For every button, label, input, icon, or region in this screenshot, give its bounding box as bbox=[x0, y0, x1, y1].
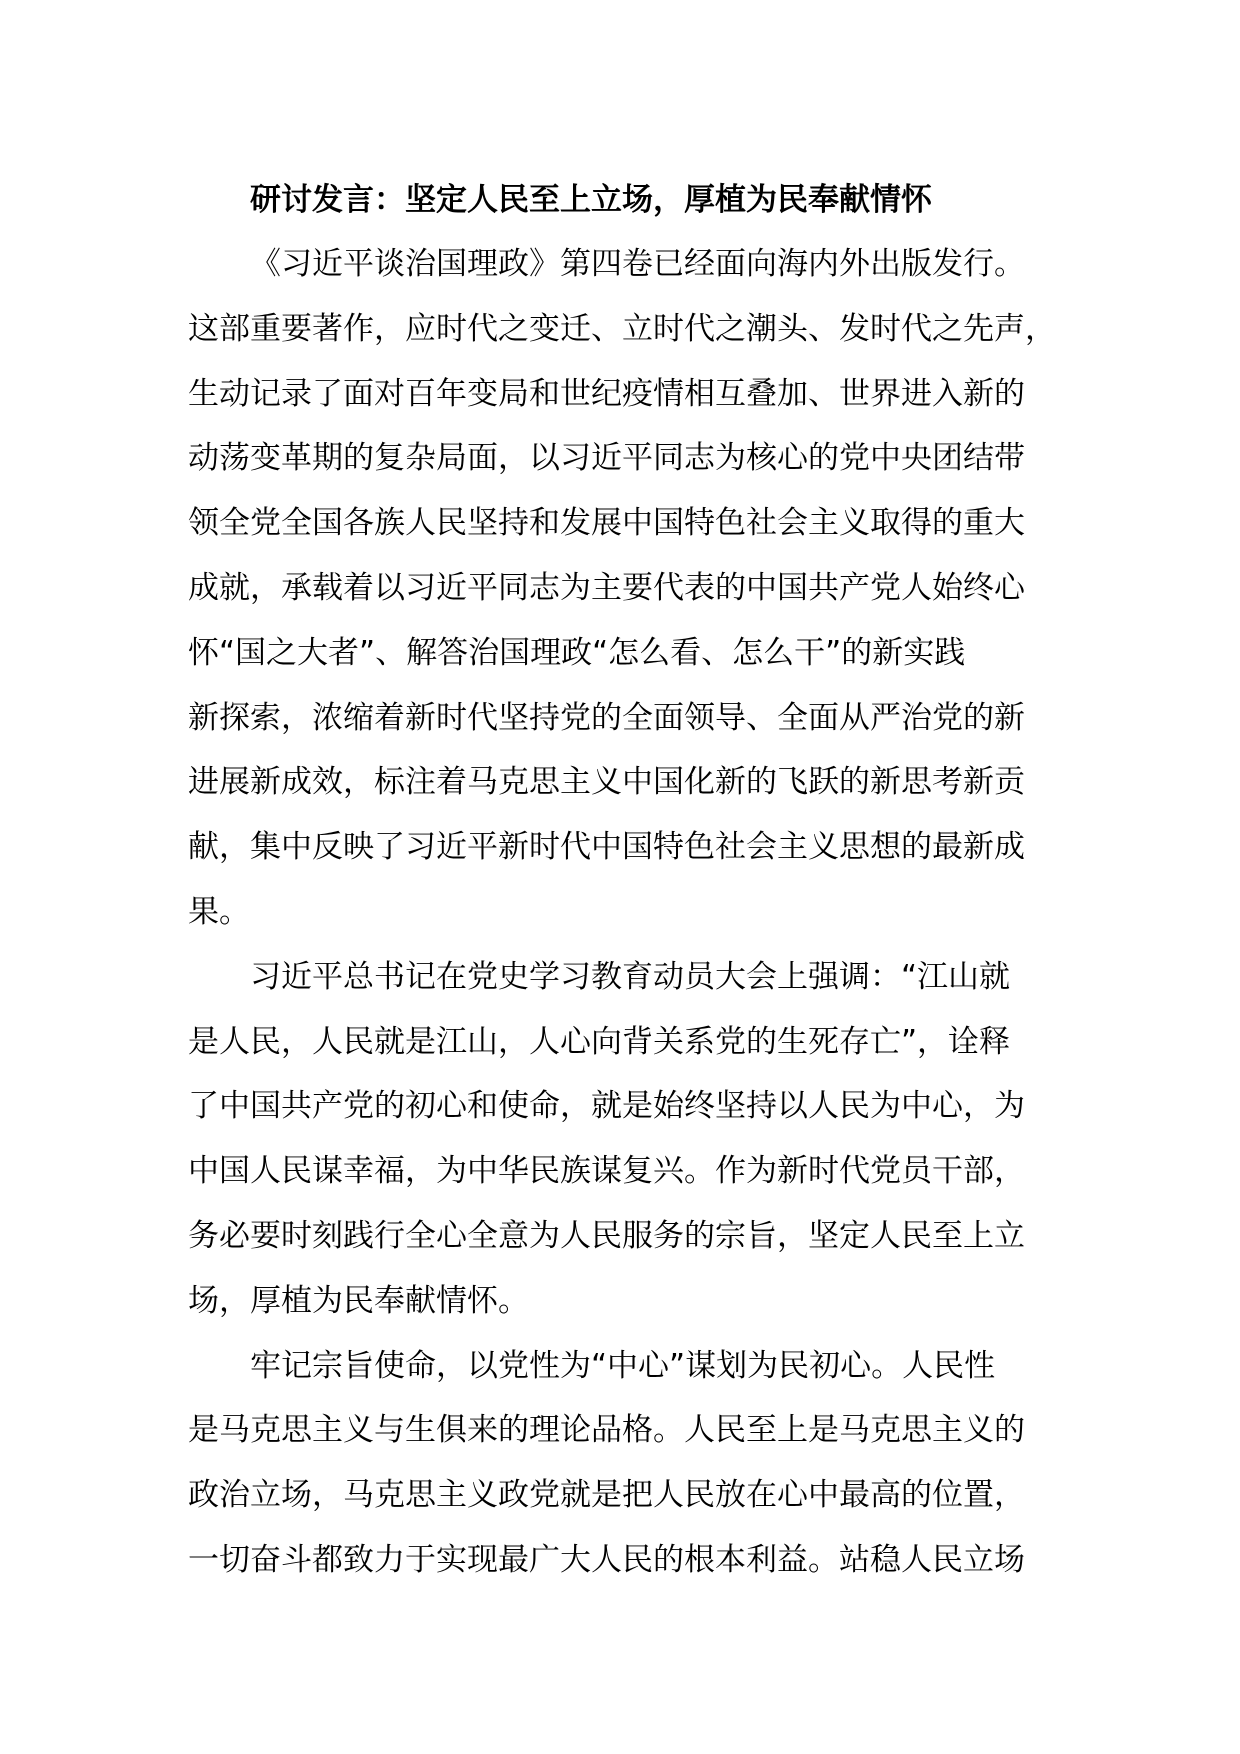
paragraph-line: 怀“国之大者”、解答治国理政“怎么看、怎么干”的新实践 bbox=[188, 634, 966, 671]
paragraph-1 bbox=[188, 232, 1088, 945]
paragraph-line: 是人民，人民就是江山，人心向背关系党的生死存亡”，诠释 bbox=[188, 1023, 1011, 1060]
paragraph-line: 动荡变革期的复杂局面，以习近平同志为核心的党中央团结带 bbox=[188, 440, 1025, 477]
paragraph-3 bbox=[188, 1334, 1088, 1593]
paragraph-line: 生动记录了面对百年变局和世纪疫情相互叠加、世界进入新的 bbox=[188, 375, 1025, 412]
document-page bbox=[188, 168, 1088, 1593]
paragraph-2 bbox=[188, 945, 1088, 1334]
paragraph-line: 这部重要著作，应时代之变迁、立时代之潮头、发时代之先声， bbox=[188, 310, 1056, 347]
paragraph-line: 进展新成效，标注着马克思主义中国化新的飞跃的新思考新贡 bbox=[188, 764, 1025, 801]
paragraph-line: 献，集中反映了习近平新时代中国特色社会主义思想的最新成 bbox=[188, 829, 1025, 866]
paragraph-line: 一切奋斗都致力于实现最广大人民的根本利益。站稳人民立场 bbox=[188, 1541, 1025, 1578]
paragraph-line: 务必要时刻践行全心全意为人民服务的宗旨，坚定人民至上立 bbox=[188, 1217, 1025, 1254]
paragraph-line: 习近平总书记在党史学习教育动员大会上强调：“江山就 bbox=[250, 958, 1011, 995]
paragraph-line: 政治立场，马克思主义政党就是把人民放在心中最高的位置， bbox=[188, 1477, 1025, 1514]
paragraph-line: 是马克思主义与生俱来的理论品格。人民至上是马克思主义的 bbox=[188, 1412, 1025, 1449]
paragraph-line: 领全党全国各族人民坚持和发展中国特色社会主义取得的重大 bbox=[188, 505, 1025, 542]
paragraph-line: 场，厚植为民奉献情怀。 bbox=[188, 1282, 529, 1319]
paragraph-line: 了中国共产党的初心和使命，就是始终坚持以人民为中心，为 bbox=[188, 1088, 1025, 1125]
paragraph-line: 果。 bbox=[188, 893, 250, 930]
paragraph-line: 中国人民谋幸福，为中华民族谋复兴。作为新时代党员干部， bbox=[188, 1153, 1025, 1190]
paragraph-line: 新探索，浓缩着新时代坚持党的全面领导、全面从严治党的新 bbox=[188, 699, 1025, 736]
document-title: 研讨发言：坚定人民至上立场，厚植为民奉献情怀 bbox=[250, 182, 932, 218]
paragraph-line: 《习近平谈治国理政》第四卷已经面向海内外出版发行。 bbox=[250, 246, 1025, 282]
paragraph-line: 成就，承载着以习近平同志为主要代表的中国共产党人始终心 bbox=[188, 569, 1025, 606]
paragraph-line: 牢记宗旨使命，以党性为“中心”谋划为民初心。人民性 bbox=[250, 1347, 996, 1384]
